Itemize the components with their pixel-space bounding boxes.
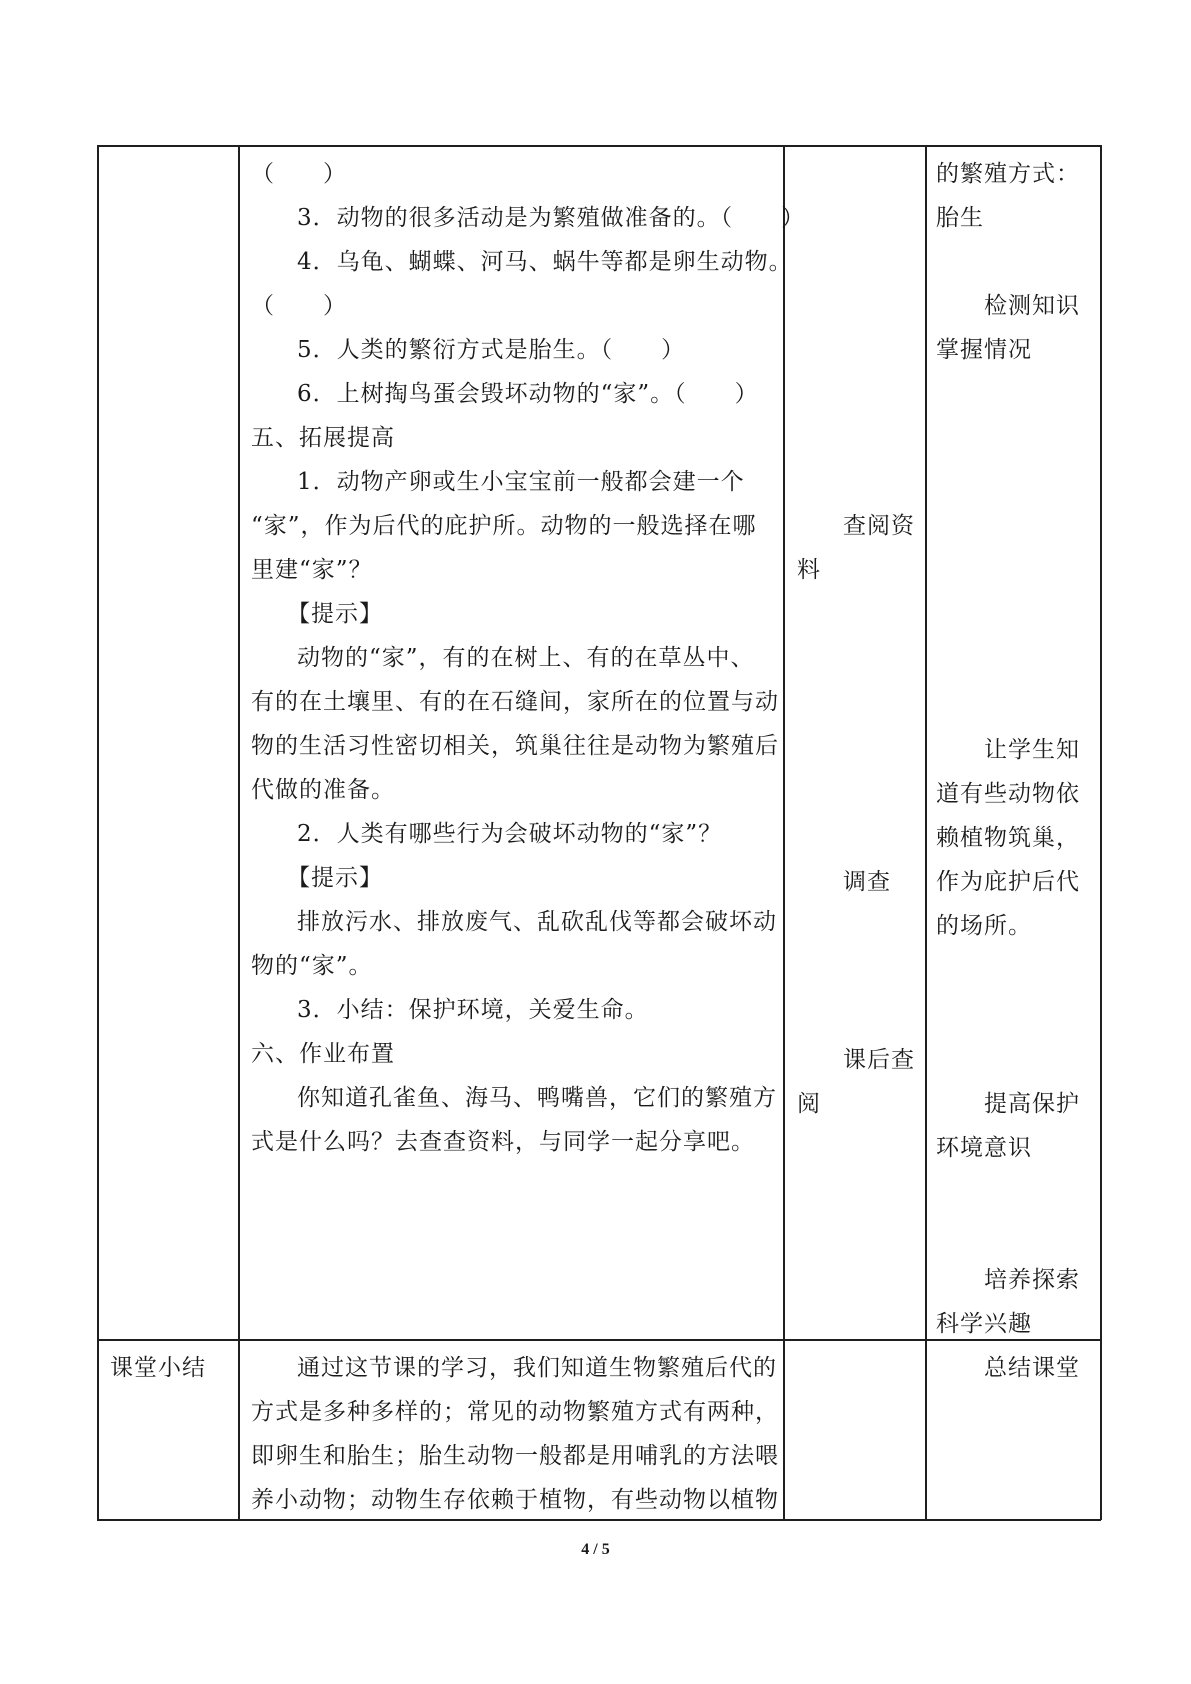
intent-line: 培养探索: [984, 1267, 1080, 1293]
table-divider-1: [238, 145, 240, 1520]
content-line: 4．乌龟、蝴蝶、河马、蜗牛等都是卵生动物。: [297, 249, 793, 275]
activity-line: 料: [797, 557, 821, 583]
activity-line: 调查: [843, 869, 891, 895]
summary-line: 即卵生和胎生；胎生动物一般都是用哺乳的方法喂: [251, 1443, 779, 1469]
activity-line: 课后查: [843, 1047, 915, 1073]
table-border-top: [97, 145, 1101, 147]
activity-line: 查阅资: [843, 513, 915, 539]
table-border-right: [1100, 145, 1102, 1520]
summary-line: 通过这节课的学习，我们知道生物繁殖后代的: [297, 1355, 777, 1381]
intent-line: 提高保护: [984, 1091, 1080, 1117]
summary-line: 养小动物；动物生存依赖于植物，有些动物以植物: [251, 1487, 779, 1513]
summary-intent: 总结课堂: [984, 1355, 1080, 1381]
content-line: 式是什么吗？去查查资料，与同学一起分享吧。: [251, 1129, 755, 1155]
content-line: （ ）: [251, 293, 347, 319]
intent-line: 作为庇护后代: [936, 869, 1080, 895]
intent-line: 科学兴趣: [936, 1311, 1032, 1337]
content-line: （ ）: [251, 161, 347, 187]
content-line: 代做的准备。: [251, 777, 395, 803]
intent-line: 胎生: [936, 205, 984, 231]
intent-line: 掌握情况: [936, 337, 1032, 363]
page-number: 4 / 5: [581, 1541, 610, 1558]
table-border-left: [97, 145, 99, 1520]
section-heading: 六、作业布置: [251, 1041, 395, 1067]
intent-line: 赖植物筑巢，: [936, 825, 1080, 851]
intent-line: 的场所。: [936, 913, 1032, 939]
content-line: 1．动物产卵或生小宝宝前一般都会建一个: [297, 469, 745, 495]
content-line: 你知道孔雀鱼、海马、鸭嘴兽，它们的繁殖方: [297, 1085, 777, 1111]
content-line: 6．上树掏鸟蛋会毁坏动物的“家”。（ ）: [297, 381, 759, 407]
content-line: 2．人类有哪些行为会破坏动物的“家”？: [297, 821, 723, 847]
content-line: 3．动物的很多活动是为繁殖做准备的。（ ）: [297, 205, 806, 231]
content-line: 动物的“家”，有的在树上、有的在草丛中、: [297, 645, 755, 671]
content-line: 物的“家”。: [251, 953, 373, 979]
content-line: 3．小结：保护环境，关爱生命。: [297, 997, 649, 1023]
content-line: 排放污水、排放废气、乱砍乱伐等都会破坏动: [297, 909, 777, 935]
hint-label: 【提示】: [287, 865, 383, 891]
table-divider-3: [925, 145, 927, 1520]
content-line: 物的生活习性密切相关，筑巢往往是动物为繁殖后: [251, 733, 779, 759]
hint-label: 【提示】: [287, 601, 383, 627]
content-line: 有的在土壤里、有的在石缝间，家所在的位置与动: [251, 689, 779, 715]
content-line: “家”，作为后代的庇护所。动物的一般选择在哪: [251, 513, 757, 539]
summary-row-label: 课堂小结: [110, 1355, 206, 1381]
content-line: 里建“家”？: [251, 557, 373, 583]
intent-line: 环境意识: [936, 1135, 1032, 1161]
intent-line: 检测知识: [984, 293, 1080, 319]
section-heading: 五、拓展提高: [251, 425, 395, 451]
activity-line: 阅: [797, 1091, 821, 1117]
intent-line: 的繁殖方式：: [936, 161, 1080, 187]
intent-line: 让学生知: [984, 737, 1080, 763]
intent-line: 道有些动物依: [936, 781, 1080, 807]
summary-line: 方式是多种多样的；常见的动物繁殖方式有两种，: [251, 1399, 779, 1425]
content-line: 5．人类的繁衍方式是胎生。（ ）: [297, 337, 686, 363]
table-divider-2: [783, 145, 785, 1520]
